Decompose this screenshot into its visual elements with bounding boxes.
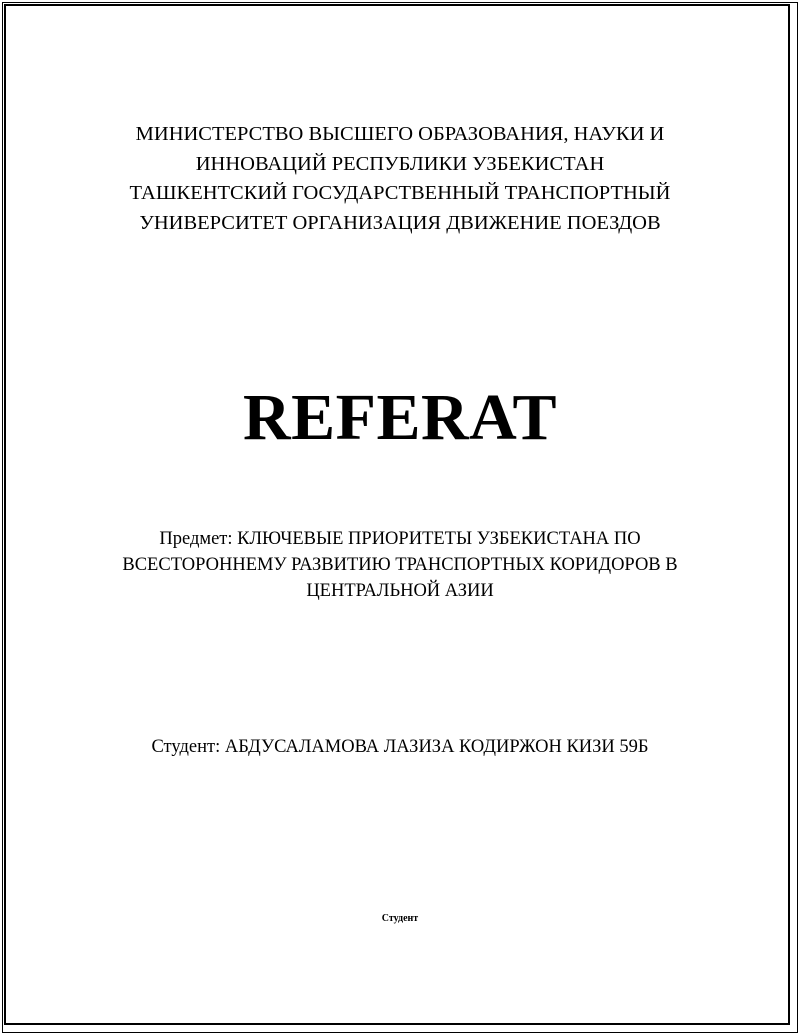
document-title: REFERAT: [243, 381, 557, 454]
header-line: УНИВЕРСИТЕТ ОРГАНИЗАЦИЯ ДВИЖЕНИЕ ПОЕЗДОВ: [139, 211, 661, 234]
subject-line: ВСЕСТОРОННЕМУ РАЗВИТИЮ ТРАНСПОРТНЫХ КОРИДОРОВ В: [122, 555, 678, 575]
subject-line: Предмет: КЛЮЧЕВЫЕ ПРИОРИТЕТЫ УЗБЕКИСТАНА ПО: [159, 529, 641, 549]
footer-label: Студент: [381, 913, 419, 924]
header-line: ИННОВАЦИЙ РЕСПУБЛИКИ УЗБЕКИСТАН: [195, 152, 605, 175]
student-line: Студент: АБДУСАЛАМОВА ЛАЗИЗА КОДИРЖОН КИЗИ 59Б: [151, 737, 649, 757]
subject-block: [0, 526, 800, 604]
subject-line: ЦЕНТРАЛЬНОЙ АЗИИ: [306, 581, 494, 601]
header-line: МИНИСТЕРСТВО ВЫСШЕГО ОБРАЗОВАНИЯ, НАУКИ И: [135, 123, 665, 145]
institution-header: [0, 120, 800, 238]
header-line: ТАШКЕНТСКИЙ ГОСУДАРСТВЕННЫЙ ТРАНСПОРТНЫЙ: [129, 182, 671, 204]
